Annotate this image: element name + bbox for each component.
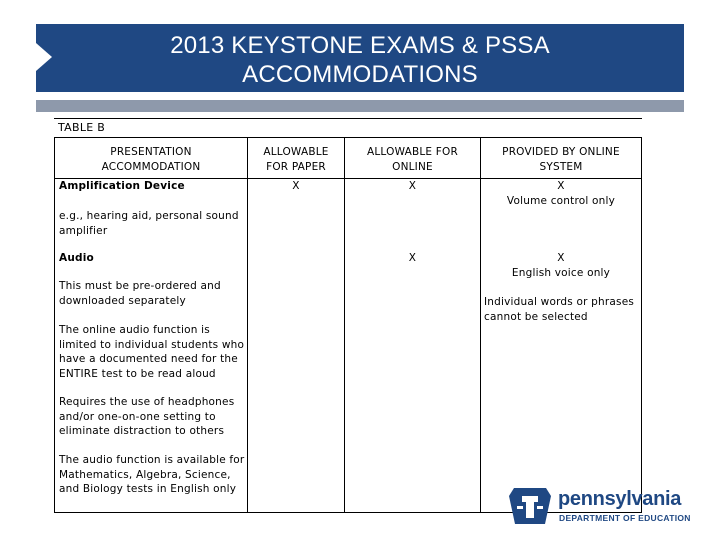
row-amplification-paper: X [292,180,300,192]
column-divider [344,138,345,512]
row-audio-system: X English voice only [511,252,611,279]
row-audio-system-note: Individual words or phrases cannot be selected [484,296,635,323]
accommodations-table [54,138,642,513]
row-amplification-system: X Volume control only [506,180,616,207]
row-audio-note-3: Requires the use of headphones and/or one-on-one setting to eliminate distraction to others [59,396,235,437]
slide-title [36,31,684,89]
table-top-rule [54,118,642,119]
table-label: TABLE B [58,121,106,134]
keystone-icon [508,486,552,526]
row-audio-online: X [408,252,417,264]
col-header-online: ALLOWABLE FOR ONLINE [367,146,458,173]
col-header-presentation: PRESENTATION ACCOMMODATION [101,146,201,173]
row-audio-note-1: This must be pre-ordered and downloaded separately [59,280,221,307]
logo-subtitle: DEPARTMENT OF EDUCATION [559,513,691,523]
row-audio-note-4: The audio function is available for Mathematics, Algebra, Science, and Biology tests in English only [59,454,245,495]
accent-bar [36,100,684,112]
col-header-system: PROVIDED BY ONLINE SYSTEM [502,146,620,173]
column-divider [247,138,248,512]
col-header-paper: ALLOWABLE FOR PAPER [263,146,329,173]
title-line-2: ACCOMMODATIONS [242,61,478,88]
row-amplification-online: X [408,180,417,192]
logo-wordmark: pennsylvania [558,488,682,510]
title-line-1: 2013 KEYSTONE EXAMS & PSSA [170,32,550,59]
row-amplification-name: Amplification Device [59,180,185,192]
row-audio-name: Audio [59,252,94,264]
pennsylvania-logo [508,486,698,526]
row-amplification-note: e.g., hearing aid, personal sound amplifier [59,210,239,237]
row-audio-note-2: The online audio function is limited to individual students who have a documented need for the ENTIRE test to be read aloud [59,324,245,380]
